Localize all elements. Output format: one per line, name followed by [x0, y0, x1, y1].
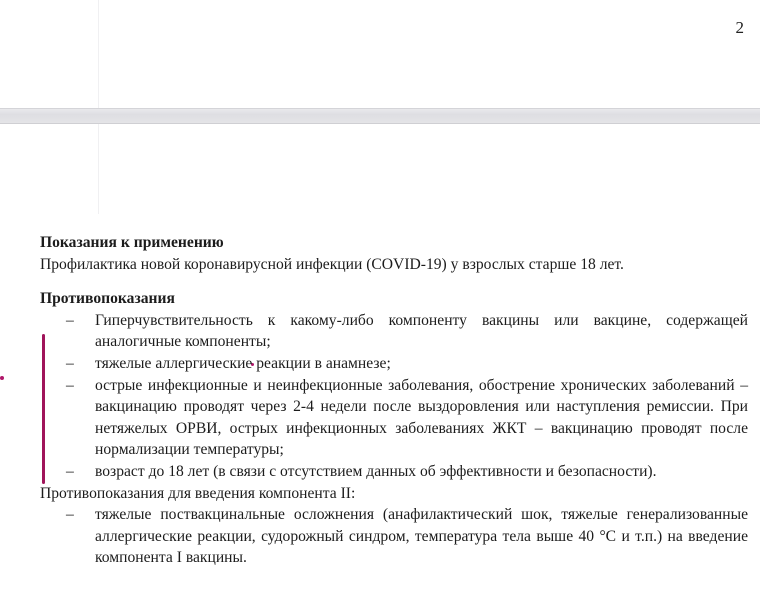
list-item-text: тяжелые аллергические реакции в анамнезе;: [95, 354, 391, 372]
list-item-text: возраст до 18 лет (в связи с отсутствием данных об эффективности и безопасности).: [95, 462, 657, 480]
page-fold-line-top: [98, 0, 99, 108]
page-number: 2: [735, 18, 744, 37]
previous-page: [0, 0, 760, 108]
list-item-text: Гиперчувствительность к какому-либо компоненту вакцины или вакцине, содержащей аналогичные компоненты;: [95, 311, 748, 351]
list-item: [40, 504, 748, 569]
list-item: [40, 461, 748, 483]
list-item: [40, 375, 748, 461]
component2-list: [40, 504, 748, 569]
list-dash: –: [66, 354, 74, 372]
component2-heading: Противопоказания для введения компонента II:: [40, 484, 356, 502]
list-item-text: тяжелые поствакцинальные осложнения (анафилактический шок, тяжелые генерализованные аллергические реакции, судорожный синдром, температура тела выше 40 °С и т.п.) на введение компонента I вакцины.: [95, 506, 748, 567]
document-body: [40, 232, 748, 569]
list-dash: –: [66, 506, 74, 524]
contraindications-heading: Противопоказания: [40, 290, 175, 308]
section-gap: [40, 275, 748, 288]
page-separator: [0, 108, 760, 124]
list-item-text: острые инфекционные и неинфекционные заболевания, обострение хронических заболеваний – вакцинацию проводят через 2-4 недели после выздоровления или наступления ремиссии. При нетяжелых ОРВИ, острых инфекционных заболеваниях ЖКТ – вакцинацию проводят после нормализации температуры;: [95, 376, 748, 459]
pen-annotation-dot: [0, 376, 4, 380]
contraindications-list: [40, 310, 748, 483]
indications-text: Профилактика новой коронавирусной инфекции (COVID-19) у взрослых старше 18 лет.: [40, 255, 624, 273]
list-dash: –: [66, 462, 74, 480]
list-item: [40, 310, 748, 353]
page-fold-line-bottom: [98, 124, 99, 214]
list-dash: –: [66, 376, 74, 394]
list-item: [40, 353, 748, 375]
indications-heading: Показания к применению: [40, 234, 224, 251]
list-dash: –: [66, 311, 74, 329]
